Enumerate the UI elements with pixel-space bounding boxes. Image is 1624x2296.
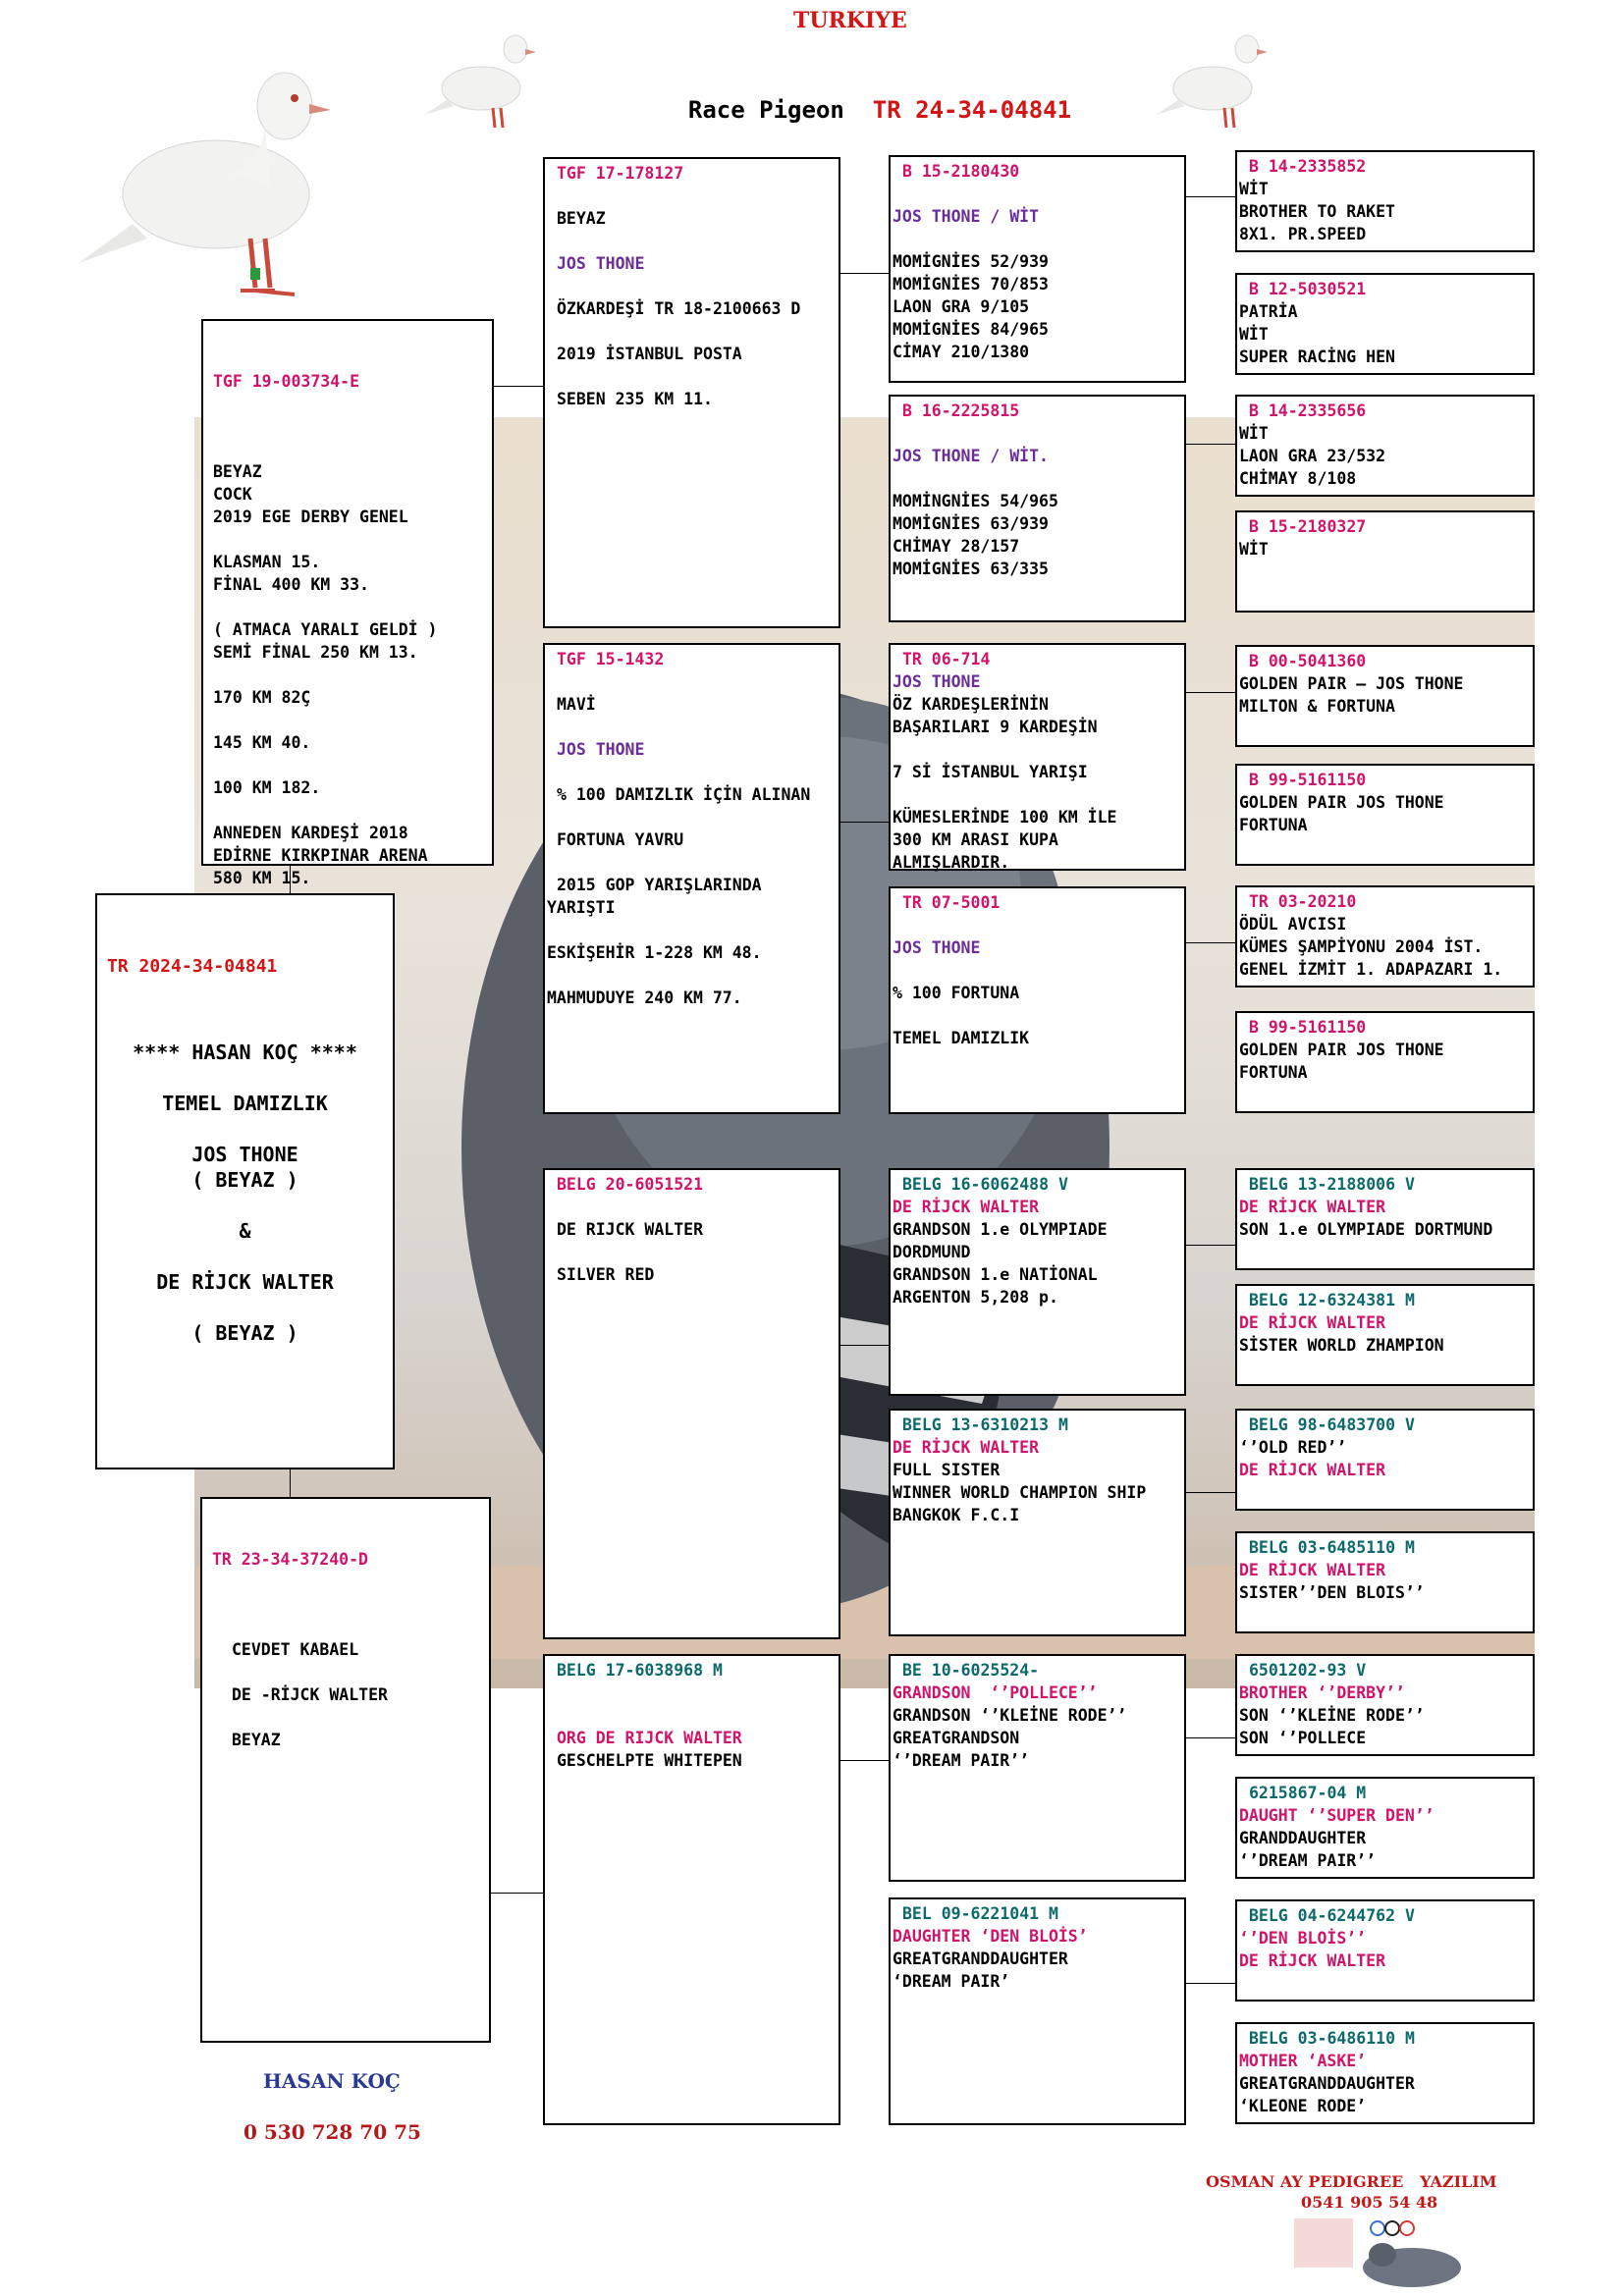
detail-line: JOS THONE xyxy=(893,672,981,691)
country-title: TURKIYE xyxy=(793,8,907,33)
gen2-card xyxy=(543,643,840,1114)
gen3-details xyxy=(893,1196,1182,1308)
detail-line xyxy=(547,1704,837,1727)
detail-line: BEYAZ xyxy=(232,1731,281,1749)
detail-line: MAHMUDUYE 240 KM 77. xyxy=(547,988,742,1007)
connector xyxy=(840,1345,890,1346)
detail-line xyxy=(893,783,1182,806)
detail-line: BEYAZ xyxy=(557,209,606,228)
gen4-details xyxy=(1239,913,1531,981)
detail-line: SUPER RACİNG HEN xyxy=(1239,347,1395,366)
connector xyxy=(494,386,545,387)
detail-line: MILTON & FORTUNA xyxy=(1239,697,1395,716)
detail-line: BROTHER ‘’DERBY’’ xyxy=(1239,1683,1405,1702)
detail-line: MAVİ xyxy=(557,695,596,714)
detail-line: ‘’DEN BLOİS’’ xyxy=(1239,1929,1367,1948)
gen3-details xyxy=(893,422,1182,580)
detail-line: YARIŞTI xyxy=(547,898,616,917)
detail-line xyxy=(107,1295,383,1320)
gen4-details xyxy=(1239,178,1531,245)
gen2-ring: BELG 17-6038968 M xyxy=(557,1661,723,1680)
gen2-ring: BELG 20-6051521 xyxy=(557,1175,704,1194)
detail-line: DE RİJCK WALTER xyxy=(893,1198,1040,1216)
header-ring: TR 24-34-04841 xyxy=(872,96,1072,124)
gen3-ring: BELG 16-6062488 V xyxy=(902,1175,1068,1194)
detail-line: JOS THONE xyxy=(893,938,981,957)
detail-line xyxy=(547,185,837,207)
gen4-card xyxy=(1235,645,1535,747)
detail-line: CHİMAY 8/108 xyxy=(1239,469,1357,488)
sire-ring: TGF 19-003734-E xyxy=(213,372,360,391)
sire-details xyxy=(213,438,482,889)
detail-line: WİT xyxy=(1239,424,1269,443)
gen4-ring: B 15-2180327 xyxy=(1249,517,1367,536)
detail-line xyxy=(213,596,482,618)
detail-line: KÜMES ŞAMPİYONU 2004 İST. xyxy=(1239,937,1484,956)
detail-line: ÖZKARDEŞİ TR 18-2100663 D xyxy=(557,299,801,318)
gen3-card xyxy=(889,1168,1186,1396)
software-name: OSMAN AY PEDIGREE YAZILIM xyxy=(1206,2172,1497,2191)
detail-line xyxy=(213,528,482,551)
detail-line: 100 KM 182. xyxy=(213,778,321,797)
detail-line: GESCHELPTE WHITEPEN xyxy=(557,1751,742,1770)
gen4-ring: BELG 03-6486110 M xyxy=(1249,2029,1415,2048)
detail-line: ESKİŞEHİR 1-228 KM 48. xyxy=(547,943,762,962)
detail-line: ‘’DREAM PAIR’’ xyxy=(893,1751,1030,1770)
detail-line: FORTUNA xyxy=(1239,1063,1308,1082)
detail-line xyxy=(893,183,1182,205)
detail-line xyxy=(547,1682,837,1704)
gen4-details xyxy=(1239,1927,1531,1972)
detail-line: CEVDET KABAEL xyxy=(232,1640,359,1659)
gen4-card xyxy=(1235,2022,1535,2124)
detail-line: DE RİJCK WALTER xyxy=(1239,1313,1386,1332)
detail-line: JOS THONE xyxy=(191,1143,298,1166)
detail-line xyxy=(893,228,1182,250)
detail-line: GREATGRANDSON xyxy=(893,1729,1020,1747)
detail-line xyxy=(547,919,837,941)
sire-card xyxy=(201,319,494,887)
gen3-card xyxy=(889,643,1186,871)
detail-line: SILVER RED xyxy=(557,1265,655,1284)
detail-line: GREATGRANDDAUGHTER xyxy=(893,1949,1068,1968)
main-ring: TR 2024-34-04841 xyxy=(107,956,278,977)
connector xyxy=(1186,444,1235,445)
gen4-card xyxy=(1235,1284,1535,1386)
detail-line xyxy=(232,1706,479,1729)
detail-line xyxy=(547,851,837,874)
detail-line xyxy=(893,1004,1182,1027)
detail-line: TEMEL DAMIZLIK xyxy=(893,1029,1030,1047)
detail-line: CHİMAY 28/157 xyxy=(893,537,1020,556)
detail-line: WİT xyxy=(1239,540,1269,559)
connector xyxy=(1186,1492,1235,1493)
detail-line: ‘’DREAM PAIR’’ xyxy=(1239,1851,1377,1870)
detail-line: GRANDSON 1.e OLYMPIADE xyxy=(893,1220,1108,1239)
detail-line: SİSTER WORLD ZHAMPION xyxy=(1239,1336,1444,1355)
detail-line: DORDMUND xyxy=(893,1243,971,1261)
detail-line xyxy=(213,709,482,731)
detail-line xyxy=(893,914,1182,936)
detail-line: MOMİGNİES 63/939 xyxy=(893,514,1049,533)
gen2-details xyxy=(547,1682,837,1772)
detail-line: JOS THONE / WİT xyxy=(893,207,1040,226)
detail-line: 8X1. PR.SPEED xyxy=(1239,225,1367,243)
connector xyxy=(290,1469,291,1497)
detail-line: WINNER WORLD CHAMPION SHIP xyxy=(893,1483,1147,1502)
detail-line: ( ATMACA YARALI GELDİ ) xyxy=(213,620,438,639)
race-pigeon-title xyxy=(660,69,1071,124)
gen4-ring: B 14-2335656 xyxy=(1249,401,1367,420)
main-bird-card xyxy=(95,893,395,1469)
gen4-ring: B 12-5030521 xyxy=(1249,280,1367,298)
gen4-card xyxy=(1235,1011,1535,1113)
detail-line: DE -RİJCK WALTER xyxy=(232,1685,388,1704)
gen4-ring: BELG 12-6324381 M xyxy=(1249,1291,1415,1309)
gen4-card xyxy=(1235,1654,1535,1756)
detail-line xyxy=(893,959,1182,982)
detail-line: WİT xyxy=(1239,180,1269,198)
connector xyxy=(840,1760,890,1761)
main-details xyxy=(107,1040,383,1346)
gen4-card xyxy=(1235,1409,1535,1511)
detail-line: % 100 FORTUNA xyxy=(893,984,1020,1002)
gen4-ring: B 00-5041360 xyxy=(1249,652,1367,670)
detail-line xyxy=(893,422,1182,445)
detail-line xyxy=(547,320,837,343)
detail-line: 170 KM 82Ç xyxy=(213,688,311,707)
detail-line: FORTUNA YAVRU xyxy=(557,830,684,849)
gen3-ring: BE 10-6025524- xyxy=(902,1661,1040,1680)
gen2-card xyxy=(543,1168,840,1639)
detail-line xyxy=(547,1196,837,1218)
detail-line: DE RİJCK WALTER xyxy=(893,1438,1040,1457)
connector xyxy=(840,822,890,823)
detail-line: GRANDSON ‘’POLLECE’’ xyxy=(893,1683,1098,1702)
gen2-details xyxy=(547,185,837,410)
detail-line: MOMİGNİES 70/853 xyxy=(893,275,1049,294)
detail-line: ( BEYAZ ) xyxy=(191,1168,298,1192)
detail-line xyxy=(213,664,482,686)
gen3-ring: B 15-2180430 xyxy=(902,162,1020,181)
connector xyxy=(1186,196,1235,197)
detail-line: ANNEDEN KARDEŞİ 2018 xyxy=(213,824,408,842)
detail-line: MOMİGNİES 63/335 xyxy=(893,560,1049,578)
detail-line: WİT xyxy=(1239,325,1269,344)
gen4-ring: BELG 04-6244762 V xyxy=(1249,1906,1415,1925)
gen4-details xyxy=(1239,791,1531,836)
race-label: Race Pigeon xyxy=(687,96,844,124)
detail-line: **** HASAN KOÇ **** xyxy=(133,1041,357,1064)
detail-line: 580 KM 15. xyxy=(213,869,311,887)
detail-line: FORTUNA xyxy=(1239,816,1308,834)
footer-pigeon-logo-icon xyxy=(1294,2214,1471,2292)
detail-line: GRANDDAUGHTER xyxy=(1239,1829,1367,1847)
detail-line xyxy=(547,964,837,987)
gen3-ring: B 16-2225815 xyxy=(902,401,1020,420)
detail-line: DE RİJCK WALTER xyxy=(1239,1198,1386,1216)
gen3-ring: TR 06-714 xyxy=(902,650,991,668)
gen3-card xyxy=(889,395,1186,622)
connector xyxy=(840,273,890,274)
gen4-details xyxy=(1239,1804,1531,1872)
detail-line: BROTHER TO RAKET xyxy=(1239,202,1395,221)
detail-line xyxy=(213,438,482,460)
gen4-card xyxy=(1235,885,1535,988)
gen4-details xyxy=(1239,1436,1531,1481)
detail-line: JOS THONE xyxy=(557,254,645,273)
connector xyxy=(1186,1983,1235,1984)
detail-line: GREATGRANDDAUGHTER xyxy=(1239,2074,1415,2093)
detail-line: MOMİNGNİES 54/965 xyxy=(893,492,1058,510)
detail-line: GOLDEN PAIR – JOS THONE xyxy=(1239,674,1464,693)
gen2-card xyxy=(543,1654,840,2125)
detail-line: 2019 EGE DERBY GENEL xyxy=(213,507,408,526)
detail-line: 2015 GOP YARIŞLARINDA xyxy=(557,876,762,894)
gen3-card xyxy=(889,886,1186,1114)
gen3-card xyxy=(889,1654,1186,1882)
detail-line: ( BEYAZ ) xyxy=(191,1321,298,1345)
gen3-details xyxy=(893,914,1182,1049)
detail-line: 145 KM 40. xyxy=(213,733,311,752)
detail-line xyxy=(107,1244,383,1269)
detail-line: ÖDÜL AVCISI xyxy=(1239,915,1347,934)
detail-line xyxy=(547,716,837,738)
detail-line: ÖZ KARDEŞLERİNİN xyxy=(893,695,1049,714)
software-phone: 0541 905 54 48 xyxy=(1301,2193,1438,2212)
gen4-card xyxy=(1235,1777,1535,1879)
detail-line: ‘’OLD RED’’ xyxy=(1239,1438,1347,1457)
gen2-details xyxy=(547,1196,837,1286)
gen4-ring: B 99-5161150 xyxy=(1249,1018,1367,1037)
gen4-details xyxy=(1239,422,1531,490)
gen3-details xyxy=(893,1925,1182,1993)
gen4-details xyxy=(1239,300,1531,368)
gen4-card xyxy=(1235,510,1535,613)
connector xyxy=(1186,1245,1235,1246)
detail-line: ALMIŞLARDIR. xyxy=(893,853,1010,872)
detail-line: MOMİGNİES 84/965 xyxy=(893,320,1049,339)
detail-line xyxy=(893,467,1182,490)
gen4-details xyxy=(1239,1559,1531,1604)
detail-line: LAON GRA 23/532 xyxy=(1239,447,1386,465)
detail-line xyxy=(547,1241,837,1263)
detail-line xyxy=(107,1116,383,1142)
detail-line xyxy=(893,738,1182,761)
connector xyxy=(491,1893,543,1894)
gen4-ring: BELG 03-6485110 M xyxy=(1249,1538,1415,1557)
detail-line: CİMAY 210/1380 xyxy=(893,343,1030,361)
gen3-ring: TR 07-5001 xyxy=(902,893,1001,912)
detail-line: DE RİJCK WALTER xyxy=(1239,1951,1386,1970)
detail-line: % 100 DAMIZLIK İÇİN ALINAN xyxy=(557,785,811,804)
gen4-ring: B 99-5161150 xyxy=(1249,771,1367,789)
detail-line: GRANDSON ‘’KLEİNE RODE’’ xyxy=(893,1706,1127,1725)
gen4-details xyxy=(1239,672,1531,718)
gen4-card xyxy=(1235,1899,1535,2002)
detail-line: GRANDSON 1.e NATİONAL xyxy=(893,1265,1098,1284)
gen4-ring: BELG 13-2188006 V xyxy=(1249,1175,1415,1194)
detail-line xyxy=(232,1661,479,1683)
gen4-ring: TR 03-20210 xyxy=(1249,892,1357,911)
detail-line xyxy=(547,761,837,783)
detail-line: COCK xyxy=(213,485,252,504)
gen4-ring: BELG 98-6483700 V xyxy=(1249,1415,1415,1434)
detail-line: DE RIJCK WALTER xyxy=(557,1220,704,1239)
gen3-details xyxy=(893,183,1182,363)
detail-line xyxy=(547,275,837,297)
detail-line: SEMİ FİNAL 250 KM 13. xyxy=(213,643,418,662)
gen4-card xyxy=(1235,273,1535,375)
detail-line: GENEL İZMİT 1. ADAPAZARI 1. xyxy=(1239,960,1503,979)
detail-line: ARGENTON 5,208 p. xyxy=(893,1288,1058,1307)
detail-line: GOLDEN PAIR JOS THONE xyxy=(1239,1041,1444,1059)
gen2-ring: TGF 15-1432 xyxy=(557,650,665,668)
gen2-card xyxy=(543,157,840,628)
detail-line: TEMEL DAMIZLIK xyxy=(162,1092,328,1115)
gen3-ring: BEL 09-6221041 M xyxy=(902,1904,1058,1923)
detail-line: JOS THONE xyxy=(557,740,645,759)
connector xyxy=(1186,942,1235,943)
gen4-card xyxy=(1235,764,1535,866)
gen4-details xyxy=(1239,1039,1531,1084)
detail-line: FİNAL 400 KM 33. xyxy=(213,575,369,594)
detail-line: JOS THONE / WİT. xyxy=(893,447,1049,465)
gen4-ring: 6215867-04 M xyxy=(1249,1784,1367,1802)
dam-ring: TR 23-34-37240-D xyxy=(212,1550,368,1569)
dam-card xyxy=(200,1497,491,2043)
white-pigeon-large-icon xyxy=(74,27,339,302)
gen4-card xyxy=(1235,1531,1535,1633)
detail-line: SISTER’’DEN BLOIS’’ xyxy=(1239,1583,1425,1602)
detail-line: PATRİA xyxy=(1239,302,1298,321)
detail-line xyxy=(547,670,837,693)
gen4-card xyxy=(1235,1168,1535,1270)
gen3-details xyxy=(893,1682,1182,1772)
detail-line xyxy=(213,799,482,822)
detail-line: KLASMAN 15. xyxy=(213,553,321,571)
detail-line: MOMİGNİES 52/939 xyxy=(893,252,1049,271)
detail-line: EDİRNE KIRKPINAR ARENA xyxy=(213,846,428,865)
detail-line: ‘DREAM PAIR’ xyxy=(893,1972,1010,1991)
detail-line xyxy=(547,806,837,828)
gen4-ring: B 14-2335852 xyxy=(1249,157,1367,176)
gen4-details xyxy=(1239,538,1531,561)
gen2-ring: TGF 17-178127 xyxy=(557,164,684,183)
white-pigeon-small-right-icon xyxy=(1154,22,1272,130)
detail-line: 300 KM ARASI KUPA xyxy=(893,830,1058,849)
gen3-details xyxy=(893,670,1182,874)
detail-line: BEYAZ xyxy=(213,462,262,481)
detail-line xyxy=(213,754,482,776)
connector xyxy=(1186,1737,1235,1738)
gen3-card xyxy=(889,1897,1186,2125)
gen2-details xyxy=(547,670,837,1009)
gen3-ring: BELG 13-6310213 M xyxy=(902,1415,1068,1434)
detail-line: BAŞARILARI 9 KARDEŞİN xyxy=(893,718,1098,736)
gen4-card xyxy=(1235,150,1535,252)
detail-line xyxy=(547,230,837,252)
detail-line: BANGKOK F.C.I xyxy=(893,1506,1020,1524)
detail-line: SON ‘’POLLECE xyxy=(1239,1729,1367,1747)
dam-details xyxy=(212,1616,479,1751)
detail-line: SEBEN 235 KM 11. xyxy=(557,390,713,408)
white-pigeon-small-icon xyxy=(422,22,540,130)
detail-line xyxy=(547,365,837,388)
gen4-details xyxy=(1239,1682,1531,1749)
detail-line: 2019 İSTANBUL POSTA xyxy=(557,345,742,363)
gen4-details xyxy=(1239,1196,1531,1241)
gen4-card xyxy=(1235,395,1535,497)
detail-line: DAUGHT ‘’SUPER DEN’’ xyxy=(1239,1806,1435,1825)
detail-line xyxy=(107,1065,383,1091)
detail-line: MOTHER ‘ASKE’ xyxy=(1239,2052,1367,2070)
owner-name: HASAN KOÇ xyxy=(263,2069,401,2093)
detail-line: SON 1.e OLYMPIADE DORTMUND xyxy=(1239,1220,1493,1239)
detail-line: DE RİJCK WALTER xyxy=(1239,1561,1386,1579)
detail-line: SON ‘’KLEİNE RODE’’ xyxy=(1239,1706,1425,1725)
connector xyxy=(1186,692,1235,693)
gen4-details xyxy=(1239,2050,1531,2117)
detail-line xyxy=(232,1616,479,1638)
detail-line: DAUGHTER ‘DEN BLOİS’ xyxy=(893,1927,1088,1946)
detail-line: DE RİJCK WALTER xyxy=(1239,1461,1386,1479)
detail-line: 7 Sİ İSTANBUL YARIŞI xyxy=(893,763,1088,781)
detail-line: GOLDEN PAIR JOS THONE xyxy=(1239,793,1444,812)
detail-line: ORG DE RIJCK WALTER xyxy=(557,1729,742,1747)
detail-line: ‘KLEONE RODE’ xyxy=(1239,2097,1367,2115)
detail-line: KÜMESLERİNDE 100 KM İLE xyxy=(893,808,1117,827)
gen3-card xyxy=(889,1409,1186,1636)
detail-line: FULL SISTER xyxy=(893,1461,1001,1479)
owner-phone: 0 530 728 70 75 xyxy=(244,2120,421,2144)
detail-line: LAON GRA 9/105 xyxy=(893,297,1030,316)
gen3-details xyxy=(893,1436,1182,1526)
detail-line xyxy=(107,1193,383,1218)
detail-line: & xyxy=(239,1219,251,1243)
gen4-ring: 6501202-93 V xyxy=(1249,1661,1367,1680)
gen3-card xyxy=(889,155,1186,383)
detail-line: DE RİJCK WALTER xyxy=(156,1270,334,1294)
gen4-details xyxy=(1239,1311,1531,1357)
